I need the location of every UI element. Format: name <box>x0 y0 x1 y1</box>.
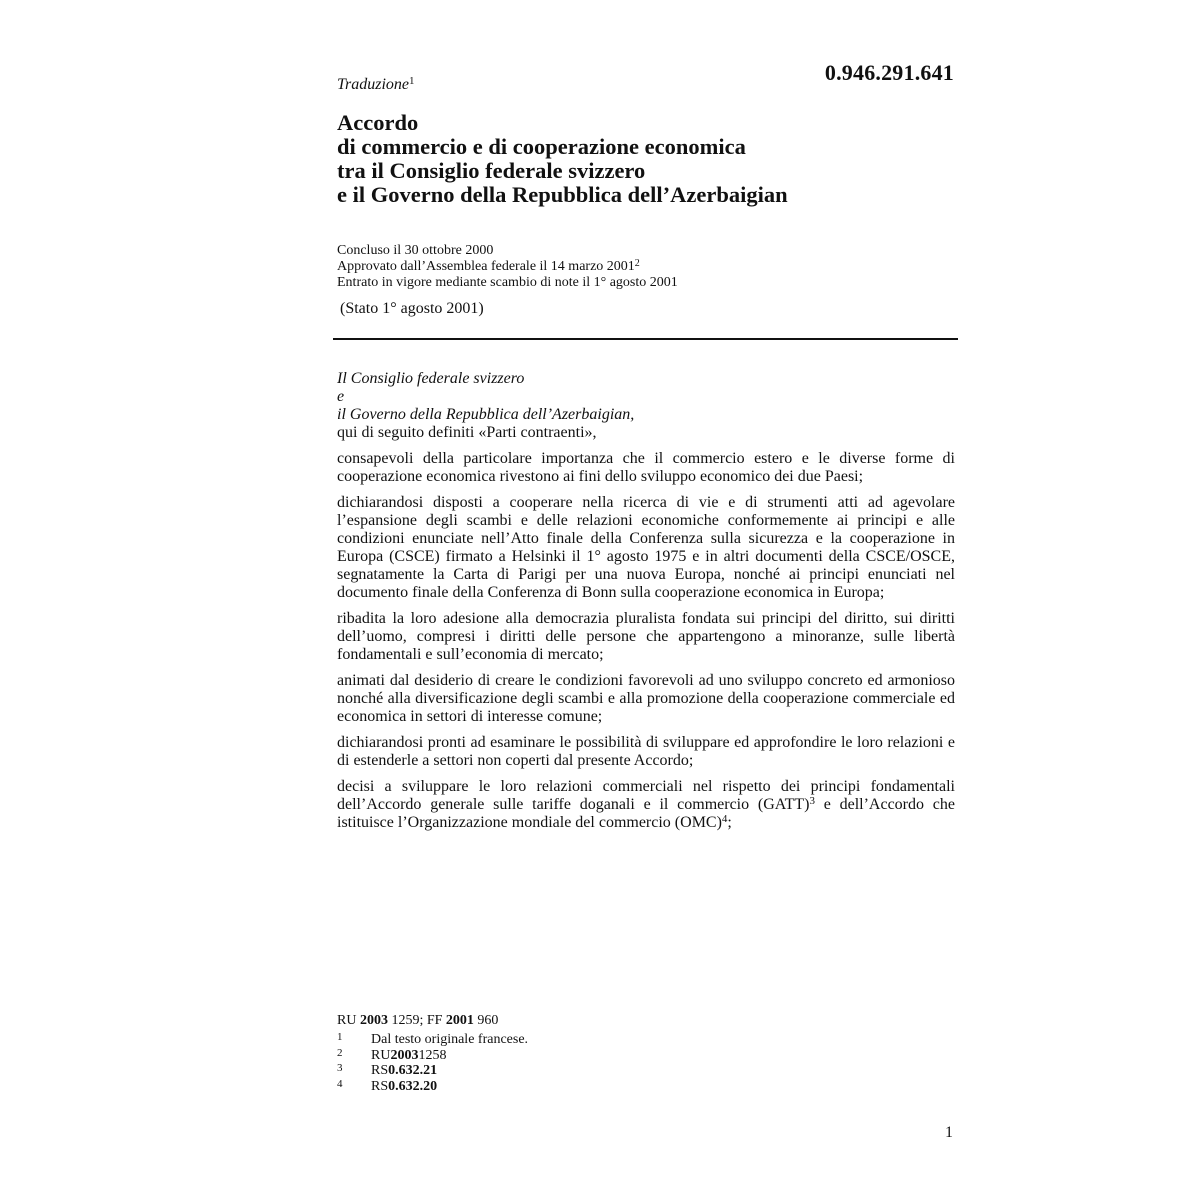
page-number: 1 <box>945 1124 953 1141</box>
paragraph-text: e dell’Accordo che istituisce l’Organizzazione mondiale del commercio (OMC) <box>337 796 955 831</box>
footnote-number: 2 <box>337 1046 343 1059</box>
footnote-number: 4 <box>337 1077 343 1090</box>
footnote-number: 1 <box>337 1031 343 1043</box>
footnote-bold: 0.632.21 <box>388 1063 438 1078</box>
footnote-text: RS <box>371 1078 389 1094</box>
ff-year: 2001 <box>445 1013 474 1028</box>
footnote-text: 1258 <box>418 1047 447 1063</box>
ff-page: 960 <box>473 1013 499 1028</box>
sr-number: 0.946.291.641 <box>824 60 954 85</box>
footnote-ref-4[interactable]: 4 <box>721 813 728 825</box>
footnote-text: Dal testo originale francese. <box>371 1032 529 1047</box>
party-2: il Governo della Repubblica dell’Azerbaigian, <box>337 406 635 423</box>
ru-year: 2003 <box>359 1013 388 1028</box>
preamble-parties <box>337 370 955 442</box>
preamble-paragraph: dichiarandosi pronti ad esaminare le possibilità di sviluppare ed approfondire le loro relazioni e di estenderle a settori non coperti dal presente Accordo; <box>337 734 955 769</box>
title-line: e il Governo della Repubblica dell’Azerbaigian <box>337 182 788 207</box>
footnote-ref-2[interactable]: 2 <box>634 258 640 269</box>
party-conjunction: e <box>337 388 345 405</box>
footnote-ref-3[interactable]: 3 <box>809 795 815 807</box>
title-line: Accordo <box>337 110 419 135</box>
status-date: (Stato 1° agosto 2001) <box>340 300 484 317</box>
footnote-text: RS <box>371 1063 389 1078</box>
translation-label <box>337 76 415 94</box>
title-line: tra il Consiglio federale svizzero <box>337 158 646 183</box>
preamble-body <box>337 370 955 832</box>
paragraph-text: decisi a sviluppare le loro relazioni commerciali nel rispetto dei principi fondamentali dell’Accordo generale sulle tariffe doganali e il commercio (GATT) <box>337 778 955 813</box>
footnote-ref-1[interactable]: 1 <box>409 75 415 87</box>
preamble-paragraph: animati dal desiderio di creare le condizioni favorevoli ad uno sviluppo concreto ed armonioso nonché alla diversificazione degli scambi e alla promozione della cooperazione commerciale ed economica in settori di interesse comune; <box>337 672 955 725</box>
preamble-paragraph: ribadita la loro adesione alla democrazia pluralista fondata sui principi del diritto, sui diritti dell’uomo, compresi i diritti delle persone che appartengono a minoranze, sulle libertà fondamentali e sull’economia di mercato; <box>337 610 955 663</box>
publication-reference <box>337 1013 498 1029</box>
preamble-paragraph: dichiarandosi disposti a cooperare nella ricerca di vie e di strumenti atti ad agevolare l’espansione degli scambi e delle relazioni economiche conformemente ai principi e alle condizioni enunciate nell’Atto finale della Conferenza sulla sicurezza e la cooperazione in Europa (CSCE) firmato a Helsinki il 1° agosto 1975 e in altri documenti della CSCE/OSCE, segnatamente la Carta di Parigi per una nuova Europa, nonché ai principi enunciati nel documento finale della Conferenza di Bonn sulla cooperazione economica in Europa; <box>337 494 955 601</box>
header-divider <box>333 338 958 340</box>
translation-text: Traduzione <box>337 76 410 93</box>
ru-label: RU <box>337 1013 360 1028</box>
document-metadata <box>337 243 678 291</box>
document-title <box>337 111 977 207</box>
paragraph-text: ; <box>727 814 732 831</box>
footnote-text: RU <box>371 1047 391 1063</box>
footnote-bold: 2003 <box>390 1047 419 1063</box>
footnote-item <box>337 1079 528 1095</box>
parties-definition: qui di seguito definiti «Parti contraenti», <box>337 424 597 441</box>
concluded-date: Concluso il 30 ottobre 2000 <box>337 243 494 258</box>
preamble-paragraph-last <box>337 778 955 832</box>
footnote-number: 3 <box>337 1062 343 1074</box>
entry-into-force: Entrato in vigore mediante scambio di note il 1° agosto 2001 <box>337 275 678 290</box>
footnotes <box>337 1032 528 1094</box>
approved-text: Approvato dall’Assemblea federale il 14 marzo 2001 <box>337 259 635 274</box>
approved-date <box>337 259 678 275</box>
footnote-bold: 0.632.20 <box>388 1078 438 1094</box>
party-1: Il Consiglio federale svizzero <box>337 370 525 387</box>
preamble-paragraph: consapevoli della particolare importanza che il commercio estero e le diverse forme di cooperazione economica rivestono ai fini dello sviluppo economico dei due Paesi; <box>337 450 955 485</box>
ru-page: 1259; FF <box>387 1013 446 1028</box>
title-line: di commercio e di cooperazione economica <box>337 134 746 159</box>
